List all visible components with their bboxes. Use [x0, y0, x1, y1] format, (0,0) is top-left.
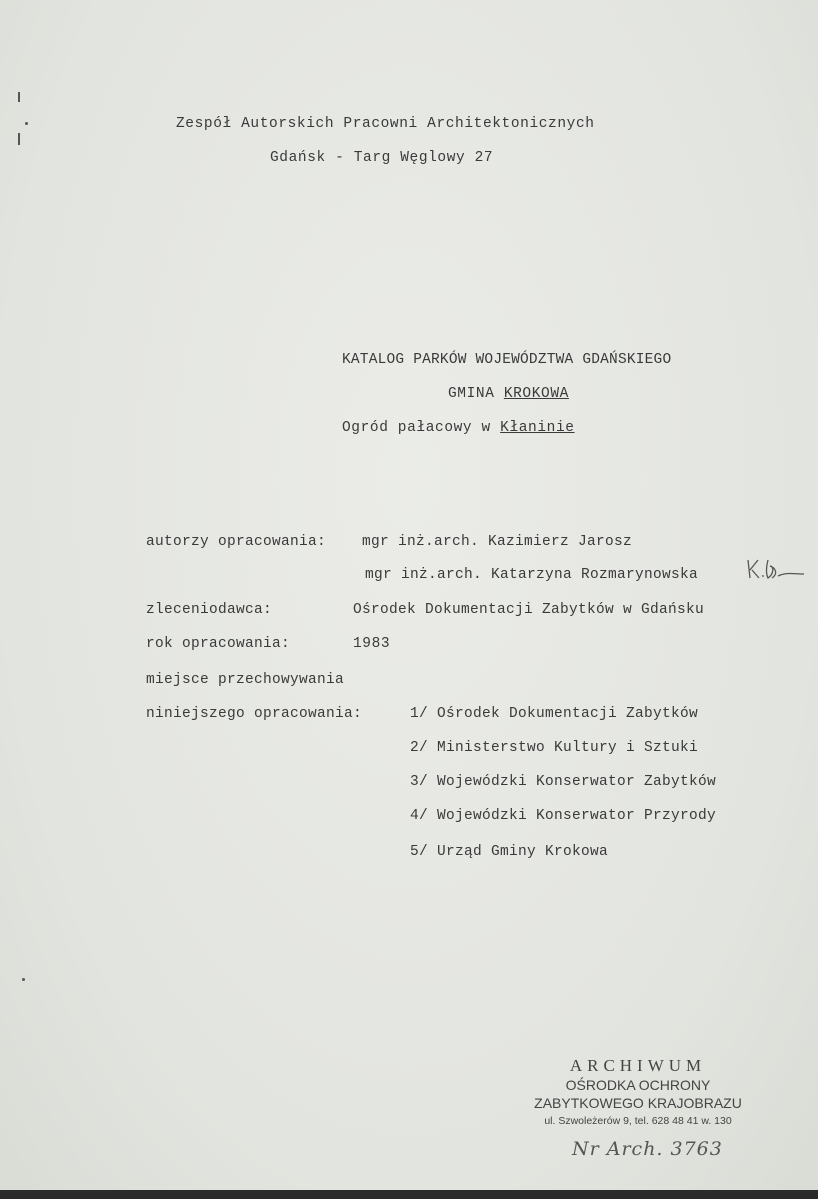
- catalog-title: KATALOG PARKÓW WOJEWÓDZTWA GDAŃSKIEGO: [342, 352, 672, 368]
- year-value: 1983: [353, 636, 391, 652]
- scan-edge: [0, 1190, 818, 1199]
- garden-line: [342, 420, 575, 436]
- storage-item-3: 3/ Wojewódzki Konserwator Zabytków: [410, 774, 717, 790]
- client-label: zleceniodawca:: [146, 602, 273, 618]
- margin-mark: [25, 122, 28, 125]
- storage-item-1: 1/ Ośrodek Dokumentacji Zabytków: [410, 706, 699, 722]
- archive-stamp: [520, 1056, 756, 1127]
- gmina-prefix: GMINA: [448, 386, 495, 402]
- garden-place: Kłaninie: [500, 420, 575, 436]
- author-2: mgr inż.arch. Katarzyna Rozmarynowska: [365, 567, 699, 583]
- margin-mark: [22, 978, 25, 981]
- storage-item-5: 5/ Urząd Gminy Krokowa: [410, 844, 609, 860]
- header-address: Gdańsk - Targ Węglowy 27: [270, 150, 494, 166]
- author-1: mgr inż.arch. Kazimierz Jarosz: [362, 534, 633, 550]
- header-institution: Zespół Autorskich Pracowni Architektonicznych: [176, 116, 595, 132]
- margin-mark: [18, 92, 20, 102]
- storage-item-2: 2/ Ministerstwo Kultury i Sztuki: [410, 740, 699, 756]
- stamp-line-2: OŚRODKA OCHRONY: [565, 1077, 711, 1093]
- margin-mark: [18, 133, 20, 145]
- storage-label-2: niniejszego opracowania:: [146, 706, 363, 722]
- storage-label-1: miejsce przechowywania: [146, 672, 345, 688]
- gmina-line: [448, 386, 569, 402]
- initials-signature: [744, 556, 806, 591]
- archive-number: Nr Arch. 3763: [572, 1138, 723, 1160]
- client-value: Ośrodek Dokumentacji Zabytków w Gdańsku: [353, 602, 705, 618]
- garden-prefix: Ogród pałacowy w: [342, 420, 491, 436]
- authors-label: autorzy opracowania:: [146, 534, 327, 550]
- gmina-name: KROKOWA: [503, 386, 569, 402]
- stamp-line-3: ZABYTKOWEGO KRAJOBRAZU: [534, 1095, 742, 1111]
- stamp-address: ul. Szwoleżerów 9, tel. 628 48 41 w. 130: [544, 1115, 732, 1127]
- signature-mark: [744, 556, 806, 586]
- year-label: rok opracowania:: [146, 636, 291, 652]
- storage-item-4: 4/ Wojewódzki Konserwator Przyrody: [410, 808, 717, 824]
- stamp-title: ARCHIWUM: [569, 1056, 707, 1075]
